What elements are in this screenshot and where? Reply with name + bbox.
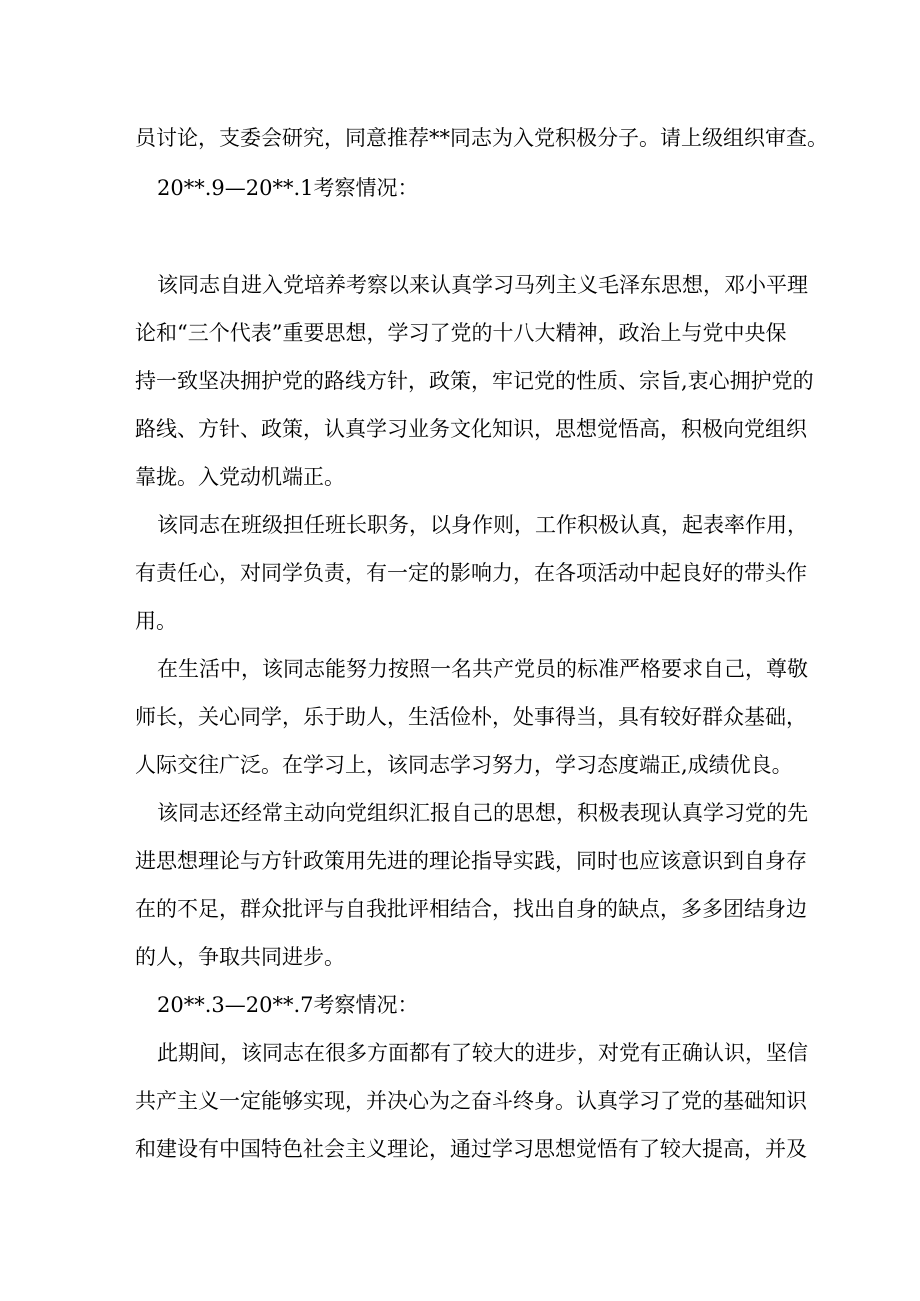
text-line-content: 在的不足，群众批评与自我批评相结合，找出自身的缺点，多多团结身边 — [135, 897, 807, 921]
section-heading-text: 20**.9—20**.1考察情况： — [157, 176, 419, 200]
text-line — [0, 553, 920, 593]
text-line-content: 有责任心，对同学负责，有一定的影响力，在各项活动中起良好的带头作 — [135, 561, 807, 585]
text-line — [0, 1129, 920, 1169]
text-line-content: 进思想理论与方针政策用先进的理论指导实践，同时也应该意识到自身存 — [135, 849, 807, 873]
text-line-content: 持一致坚决拥护党的路线方针，政策，牢记党的性质、宗旨,衷心拥护党的 — [135, 369, 814, 393]
text-line — [0, 118, 920, 158]
text-line — [0, 505, 920, 545]
text-line-content: 的人，争取共同进步。 — [135, 945, 345, 969]
text-line — [0, 841, 920, 881]
text-line — [0, 457, 920, 497]
text-line-content: 该同志在班级担任班长职务，以身作则，工作积极认真，起表率作用， — [157, 513, 808, 537]
text-line — [0, 793, 920, 833]
text-line — [0, 889, 920, 929]
text-line-content: 靠拢。入党动机端正。 — [135, 465, 345, 489]
text-line-content: 人际交往广泛。在学习上，该同志学习努力，学习态度端正,成绩优良。 — [135, 753, 793, 777]
text-line — [0, 649, 920, 689]
text-line-content: 和建设有中国特色社会主义理论，通过学习思想觉悟有了较大提高，并及 — [135, 1137, 807, 1161]
section-heading — [0, 168, 920, 208]
text-line-content: 师长，关心同学，乐于助人，生活俭朴，处事得当，具有较好群众基础， — [135, 705, 807, 729]
text-line — [0, 313, 920, 353]
text-line — [0, 409, 920, 449]
text-line — [0, 745, 920, 785]
text-line-content: 该同志自进入党培养考察以来认真学习马列主义毛泽东思想，邓小平理 — [157, 273, 808, 297]
text-line — [0, 601, 920, 641]
text-line — [0, 1081, 920, 1121]
section-heading-text: 20**.3—20**.7考察情况： — [157, 993, 419, 1017]
text-line — [0, 1033, 920, 1073]
text-line-content: 路线、方针、政策，认真学习业务文化知识，思想觉悟高，积极向党组织 — [135, 417, 807, 441]
text-line-content: 在生活中，该同志能努力按照一名共产党员的标准严格要求自己，尊敬 — [157, 657, 808, 681]
text-line — [0, 937, 920, 977]
text-line — [0, 697, 920, 737]
text-line-content: 员讨论，支委会研究，同意推荐**同志为入党积极分子。请上级组织审查。 — [135, 126, 828, 150]
text-line-content: 论和“三个代表”重要思想，学习了党的十八大精神，政治上与党中央保 — [135, 321, 787, 345]
text-line — [0, 361, 920, 401]
text-line-content: 用。 — [135, 609, 177, 633]
text-line-content: 该同志还经常主动向党组织汇报自己的思想，积极表现认真学习党的先 — [157, 801, 808, 825]
text-line-content: 共产主义一定能够实现，并决心为之奋斗终身。认真学习了党的基础知识 — [135, 1089, 807, 1113]
text-line — [0, 265, 920, 305]
section-heading — [0, 985, 920, 1025]
text-line-content: 此期间，该同志在很多方面都有了较大的进步，对党有正确认识，坚信 — [157, 1041, 808, 1065]
